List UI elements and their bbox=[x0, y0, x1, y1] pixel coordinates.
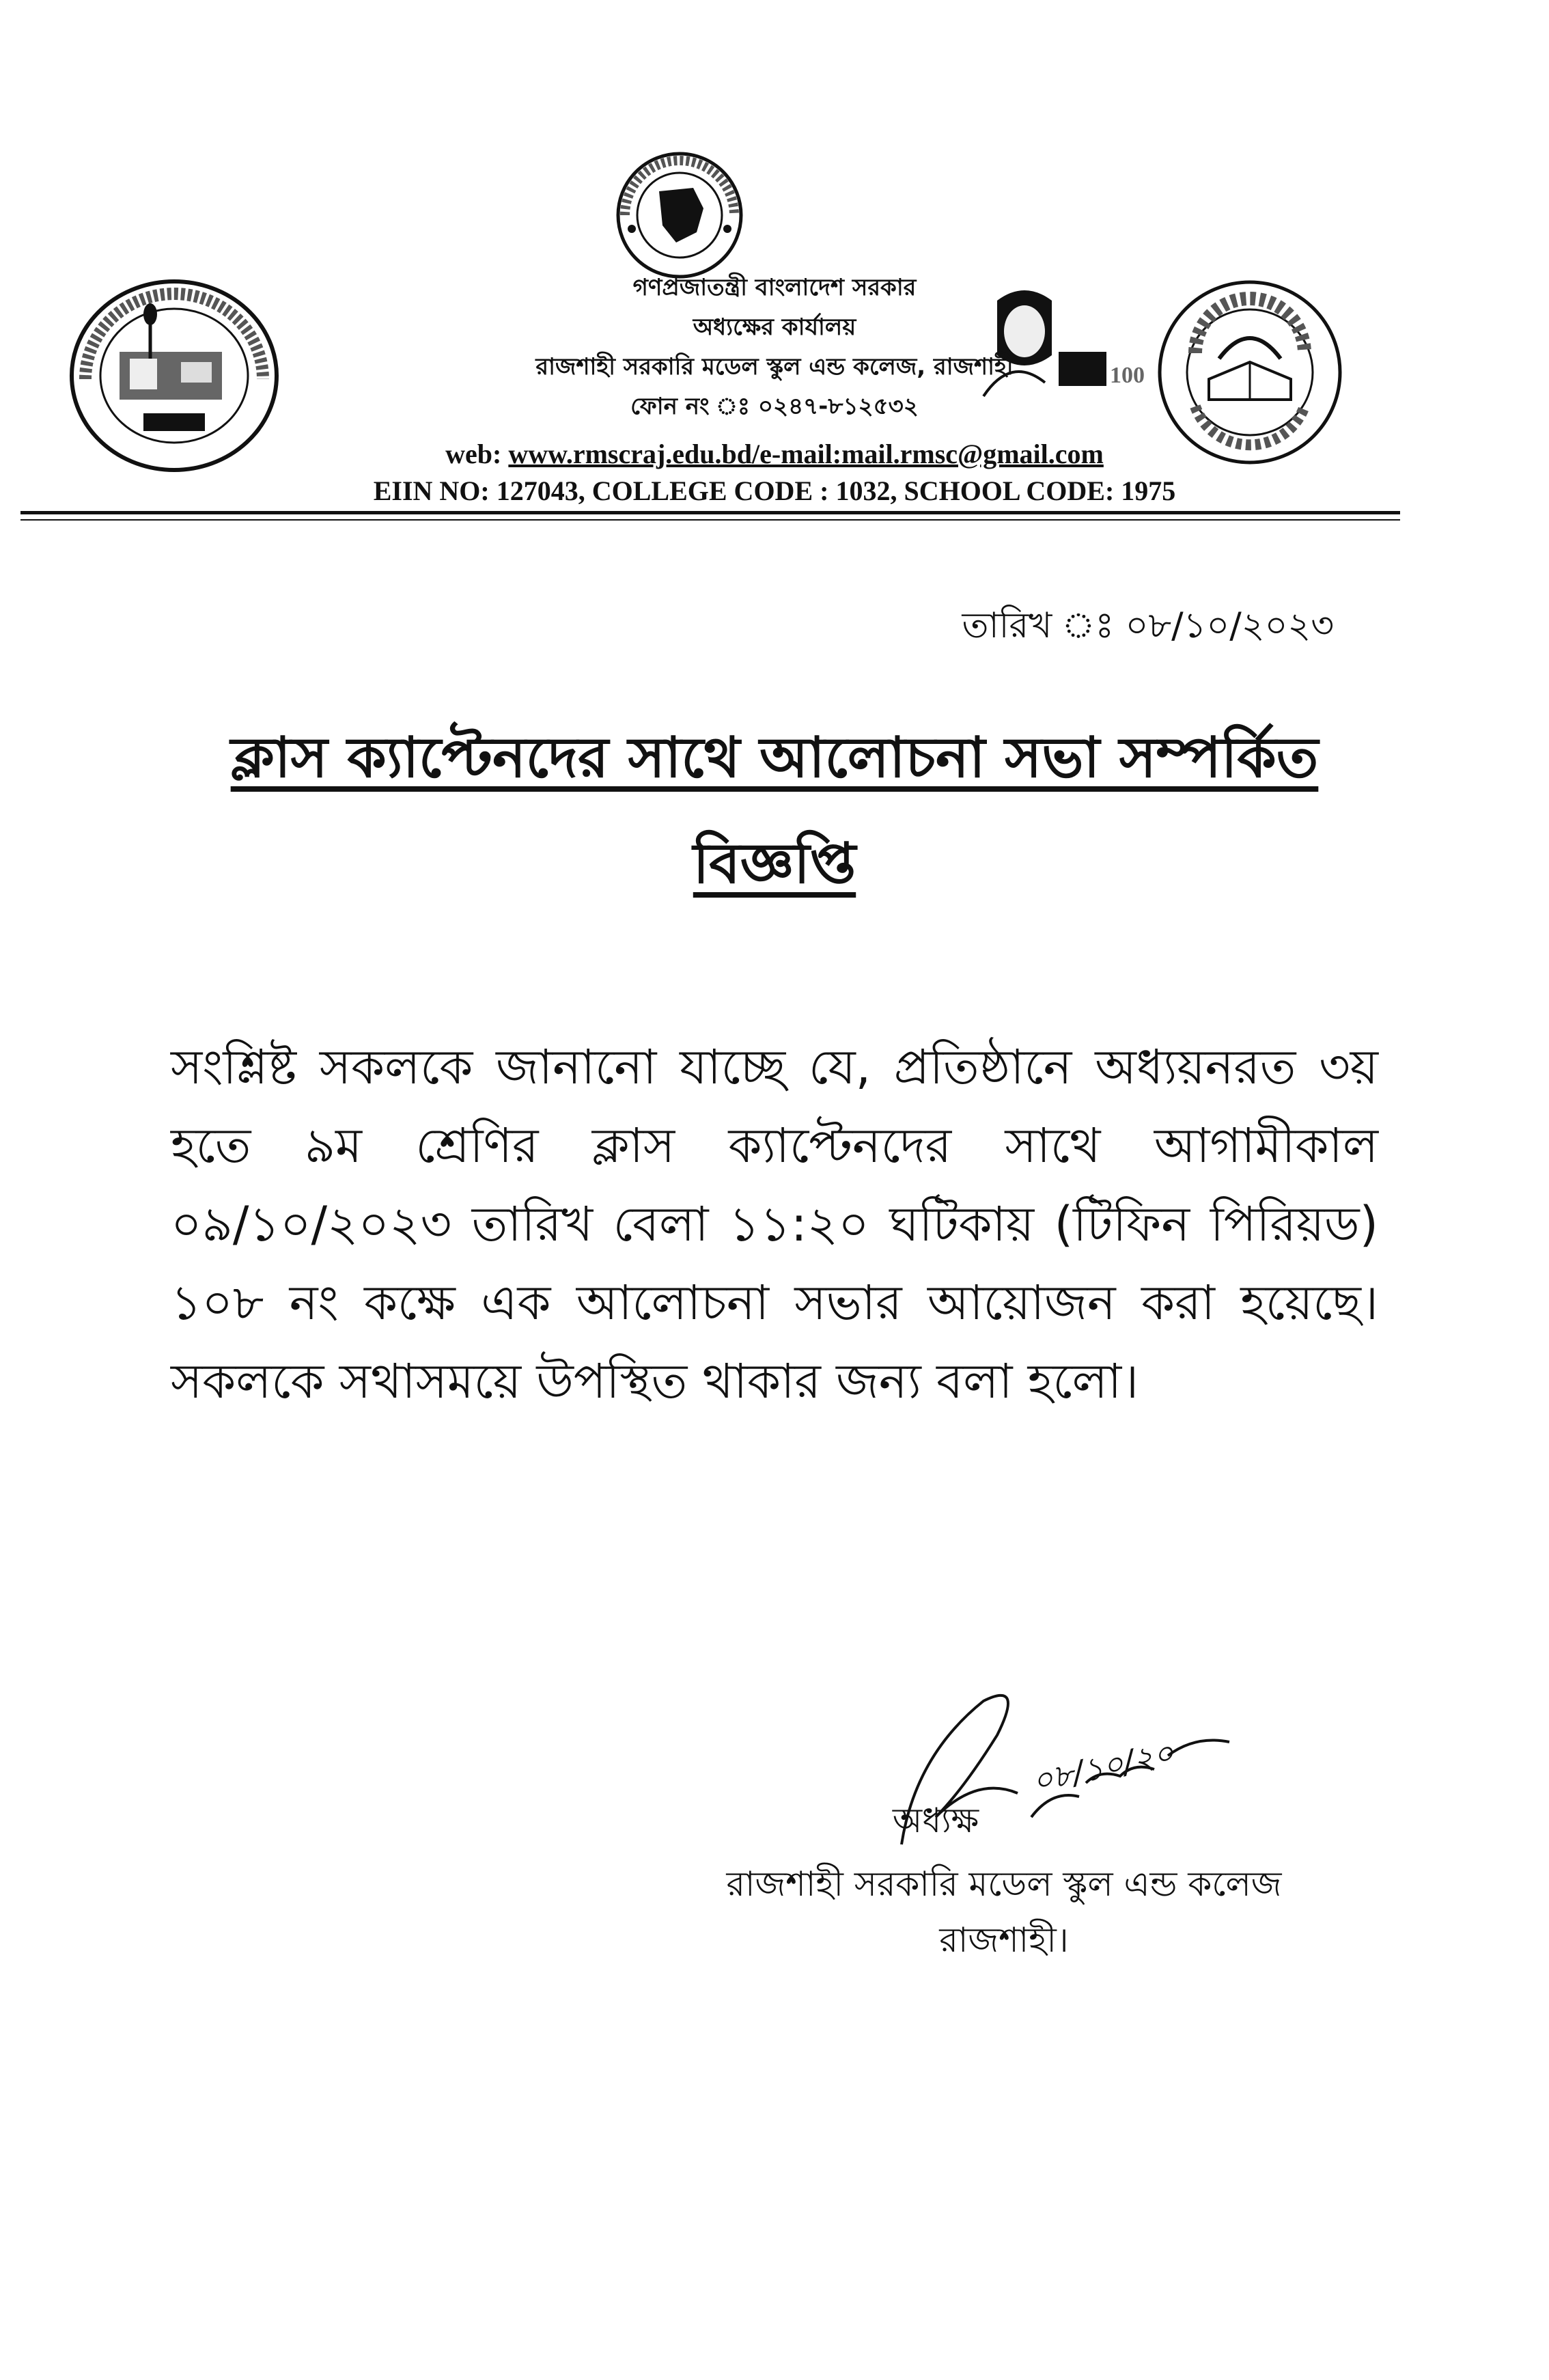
notice-body: সংশ্লিষ্ট সকলকে জানানো যাচ্ছে যে, প্রতিষ্ঠানে অধ্যয়নরত ৩য় হতে ৯ম শ্রেণির ক্লাস ক্যাপ্টেনদের সাথে আগামীকাল ০৯/১০/২০২৩ তারিখ বেলা ১১:২০ ঘটিকায় (টিফিন পিরিয়ড) ১০৮ নং কক্ষে এক আলোচনা সভার আয়োজন করা হয়েছে। সকলকে সথাসময়ে উপস্থিত থাকার জন্য বলা হলো। bbox=[171, 1039, 1378, 1409]
handwritten-date: ০৮/১০/২০ bbox=[1029, 1734, 1177, 1800]
header-office: অধ্যক্ষের কার্যালয় bbox=[693, 314, 856, 341]
notice-title-line1: ক্লাস ক্যাপ্টেনদের সাথে আলোচনা সভা সম্পর্কিত bbox=[230, 725, 1319, 790]
notice-title-line2: বিজ্ঞপ্তি bbox=[693, 831, 856, 896]
signatory-designation: অধ্যক্ষ bbox=[892, 1801, 979, 1840]
header-divider-thick bbox=[20, 511, 1400, 514]
web-label: web: bbox=[445, 439, 509, 469]
header-phone: ফোন নং ঃ ০২৪৭-৮১২৫৩২ bbox=[630, 393, 919, 420]
header-codes: EIIN NO: 127043, COLLEGE CODE : 1032, SCHOOL CODE: 1975 bbox=[373, 475, 1176, 506]
web-link[interactable]: www.rmscraj.edu.bd/e-mail:mail.rmsc@gmail.com bbox=[508, 439, 1104, 469]
header-web-email bbox=[0, 436, 1549, 473]
header-institution: রাজশাহী সরকারি মডেল স্কুল এন্ড কলেজ, রাজশাহী bbox=[535, 353, 1014, 380]
signatory-institution: রাজশাহী সরকারি মডেল স্কুল এন্ড কলেজ bbox=[726, 1864, 1282, 1904]
signatory-city: রাজশাহী। bbox=[939, 1920, 1069, 1960]
header-divider-thin bbox=[20, 519, 1400, 521]
notice-date: তারিখ ঃ ০৮/১০/২০২৩ bbox=[962, 605, 1334, 646]
header-govt: গণপ্রজাতন্ত্রী বাংলাদেশ সরকার bbox=[632, 274, 917, 301]
government-seal-icon bbox=[611, 150, 748, 280]
svg-text:100: 100 bbox=[1110, 363, 1145, 388]
